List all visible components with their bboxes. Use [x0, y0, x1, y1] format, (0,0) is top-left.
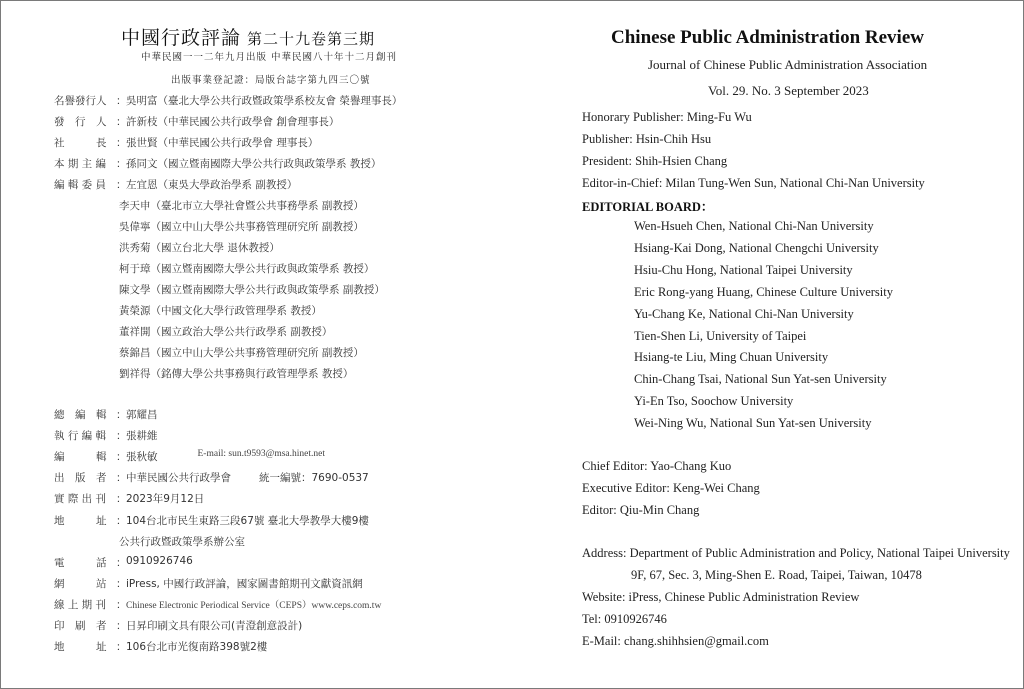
board-member: 柯于璋（國立暨南國際大學公共行政與政策學系 教授）: [119, 263, 375, 275]
english-volume: Vol. 29. No. 3 September 2023: [708, 83, 869, 98]
board-member: Wen-Hsueh Chen, National Chi-Nan University: [634, 219, 874, 233]
board-member: Yu-Chang Ke, National Chi-Nan University: [634, 307, 854, 321]
staff-row: 實 際 出 刊 ： 2023年9月12日: [54, 493, 205, 505]
masthead-value: 左宜恩（東吳大學政治學系 副教授）: [126, 179, 298, 191]
staff-row: 地 址 ： 104台北市民生東路三段67號 臺北大學教學大樓9樓: [54, 515, 369, 527]
board-member: 陳文學（國立暨南國際大學公共行政與政策學系 副教授）: [119, 284, 385, 296]
staff-value: 張秋敏: [126, 451, 158, 463]
contact-row: 地 址 ： 106台北市光復南路398號2樓: [54, 641, 268, 653]
chinese-publication-date: 中華民國一一二年九月出版 中華民國八十年十二月創刊: [141, 52, 398, 63]
board-member: Wei-Ning Wu, National Sun Yat-sen University: [634, 416, 872, 430]
masthead-label: 社 長: [54, 137, 107, 149]
english-journal-title: Chinese Public Administration Review: [611, 27, 924, 48]
chinese-title-text: 中國行政評論: [121, 27, 242, 49]
board-member: Hsiang-Kai Dong, National Chengchi University: [634, 241, 879, 255]
staff-value: 104台北市民生東路三段67號 臺北大學教學大樓9樓: [126, 515, 369, 527]
board-member: 李天申（臺北市立大學社會暨公共事務學系 副教授）: [119, 200, 364, 212]
chinese-journal-title: [121, 23, 375, 50]
contact-row: 網 站 ： iPress, 中國行政評論，國家圖書館期刊文獻資訊網: [54, 578, 363, 590]
contact-value: Chinese Electronic Periodical Service（CEPS）www.ceps.com.tw: [126, 601, 382, 611]
business-id: 統一編號：7690-0537: [259, 472, 369, 484]
board-member: Chin-Chang Tsai, National Sun Yat-sen University: [634, 372, 887, 386]
contact-value: 0910926746: [126, 555, 193, 567]
editor-email: E-mail: sun.t9593@msa.hinet.net: [197, 449, 325, 459]
contact-label: 線 上 期 刊: [54, 599, 107, 611]
address-line-1: Address: Department of Public Administration and Policy, National Taipei University: [582, 546, 1010, 560]
contact-label: 電 話: [54, 557, 107, 569]
masthead-label: 發 行 人: [54, 116, 107, 128]
board-member: 黃榮源（中國文化大學行政管理學系 教授）: [119, 305, 322, 317]
website-line: Website: iPress, Chinese Public Administration Review: [582, 590, 860, 604]
chinese-volume: 第二十九卷第三期: [247, 30, 376, 48]
contact-label: 地 址: [54, 641, 107, 653]
board-member: Tien-Shen Li, University of Taipei: [634, 329, 807, 343]
masthead-row: 本 期 主 編 ： 孫同文（國立暨南國際大學公共行政與政策學系 教授）: [54, 158, 382, 170]
tel-line: Tel: 0910926746: [582, 612, 667, 626]
board-member: Hsiu-Chu Hong, National Taipei University: [634, 263, 853, 277]
board-member: 吳偉寧（國立中山大學公共事務管理研究所 副教授）: [119, 221, 364, 233]
staff-value: 張耕維: [126, 430, 158, 442]
editor-line: Chief Editor: Yao-Chang Kuo: [582, 459, 732, 473]
contact-row: 線 上 期 刊 ： Chinese Electronic Periodical Service（CEPS）www.ceps.com.tw: [54, 599, 382, 611]
staff-value: 郭耀昌: [126, 409, 158, 421]
board-member: 蔡錦昌（國立中山大學公共事務管理研究所 副教授）: [119, 347, 364, 359]
email-line: E-Mail: chang.shihhsien@gmail.com: [582, 634, 769, 648]
editorial-board-heading: EDITORIAL BOARD：: [582, 200, 714, 214]
masthead-value: 吳明富（臺北大學公共行政暨政策學系校友會 榮譽理事長）: [126, 95, 403, 107]
masthead-label: 名譽發行人: [54, 95, 107, 107]
masthead-row: 編 輯 委 員 ： 左宜恩（東吳大學政治學系 副教授）: [54, 179, 298, 191]
masthead-row: 社 長 ： 張世賢（中華民國公共行政學會 理事長）: [54, 137, 319, 149]
contact-row: 印 刷 者 ： 日昇印刷文具有限公司(青澄創意設計): [54, 620, 303, 632]
address-line-2: 公共行政暨政策學系辦公室: [119, 536, 245, 548]
masthead-row: 名譽發行人 ： 吳明富（臺北大學公共行政暨政策學系校友會 榮譽理事長）: [54, 95, 403, 107]
staff-row: 編 輯 ： 張秋敏 E-mail: sun.t9593@msa.hinet.net: [54, 449, 325, 463]
board-member: 劉祥得（銘傳大學公共事務與行政管理學系 教授）: [119, 368, 354, 380]
masthead-line: President: Shih-Hsien Chang: [582, 154, 728, 168]
contact-label: 網 站: [54, 578, 107, 590]
staff-row: 出 版 者 ： 中華民國公共行政學會 統一編號：7690-0537: [54, 472, 369, 484]
masthead-value: 許新枝（中華民國公共行政學會 創會理事長）: [126, 116, 340, 128]
editor-line: Executive Editor: Keng-Wei Chang: [582, 481, 760, 495]
board-member: Eric Rong-yang Huang, Chinese Culture University: [634, 285, 893, 299]
masthead-value: 孫同文（國立暨南國際大學公共行政與政策學系 教授）: [126, 158, 382, 170]
board-member: Yi-En Tso, Soochow University: [634, 394, 794, 408]
staff-row: 執 行 編 輯 ： 張耕維: [54, 430, 158, 442]
staff-label: 出 版 者: [54, 472, 107, 484]
board-member: 董祥開（國立政治大學公共行政學系 副教授）: [119, 326, 333, 338]
masthead-value: 張世賢（中華民國公共行政學會 理事長）: [126, 137, 319, 149]
masthead-label: 編 輯 委 員: [54, 179, 107, 191]
address-line-2: 9F, 67, Sec. 3, Ming-Shen E. Road, Taipei, Taiwan, 10478: [631, 568, 922, 582]
staff-label: 執 行 編 輯: [54, 430, 107, 442]
publication-registration: 出版事業登記證：局版台誌字第九四三〇號: [171, 75, 371, 86]
staff-label: 實 際 出 刊: [54, 493, 107, 505]
contact-value: 106台北市光復南路398號2樓: [126, 641, 268, 653]
board-member: Hsiang-te Liu, Ming Chuan University: [634, 350, 829, 364]
contact-value: iPress, 中國行政評論，國家圖書館期刊文獻資訊網: [126, 578, 363, 590]
staff-label: 總 編 輯: [54, 409, 107, 421]
contact-row: 電 話 ： 0910926746: [54, 555, 193, 569]
staff-label: 地 址: [54, 515, 107, 527]
contact-value: 日昇印刷文具有限公司(青澄創意設計): [126, 620, 303, 632]
staff-row: 總 編 輯 ： 郭耀昌: [54, 409, 158, 421]
contact-label: 印 刷 者: [54, 620, 107, 632]
staff-value: 中華民國公共行政學會: [126, 472, 231, 484]
masthead-label: 本 期 主 編: [54, 158, 107, 170]
masthead-row: 發 行 人 ： 許新枝（中華民國公共行政學會 創會理事長）: [54, 116, 340, 128]
masthead-line: Editor-in-Chief: Milan Tung-Wen Sun, National Chi-Nan University: [582, 176, 925, 190]
board-member: 洪秀菊（國立台北大學 退休教授）: [119, 242, 280, 254]
staff-value: 2023年9月12日: [126, 493, 205, 505]
staff-label: 編 輯: [54, 451, 107, 463]
editor-line: Editor: Qiu-Min Chang: [582, 503, 700, 517]
masthead-line: Honorary Publisher: Ming-Fu Wu: [582, 110, 752, 124]
english-journal-subtitle: Journal of Chinese Public Administration Association: [648, 57, 928, 72]
masthead-line: Publisher: Hsin-Chih Hsu: [582, 132, 712, 146]
